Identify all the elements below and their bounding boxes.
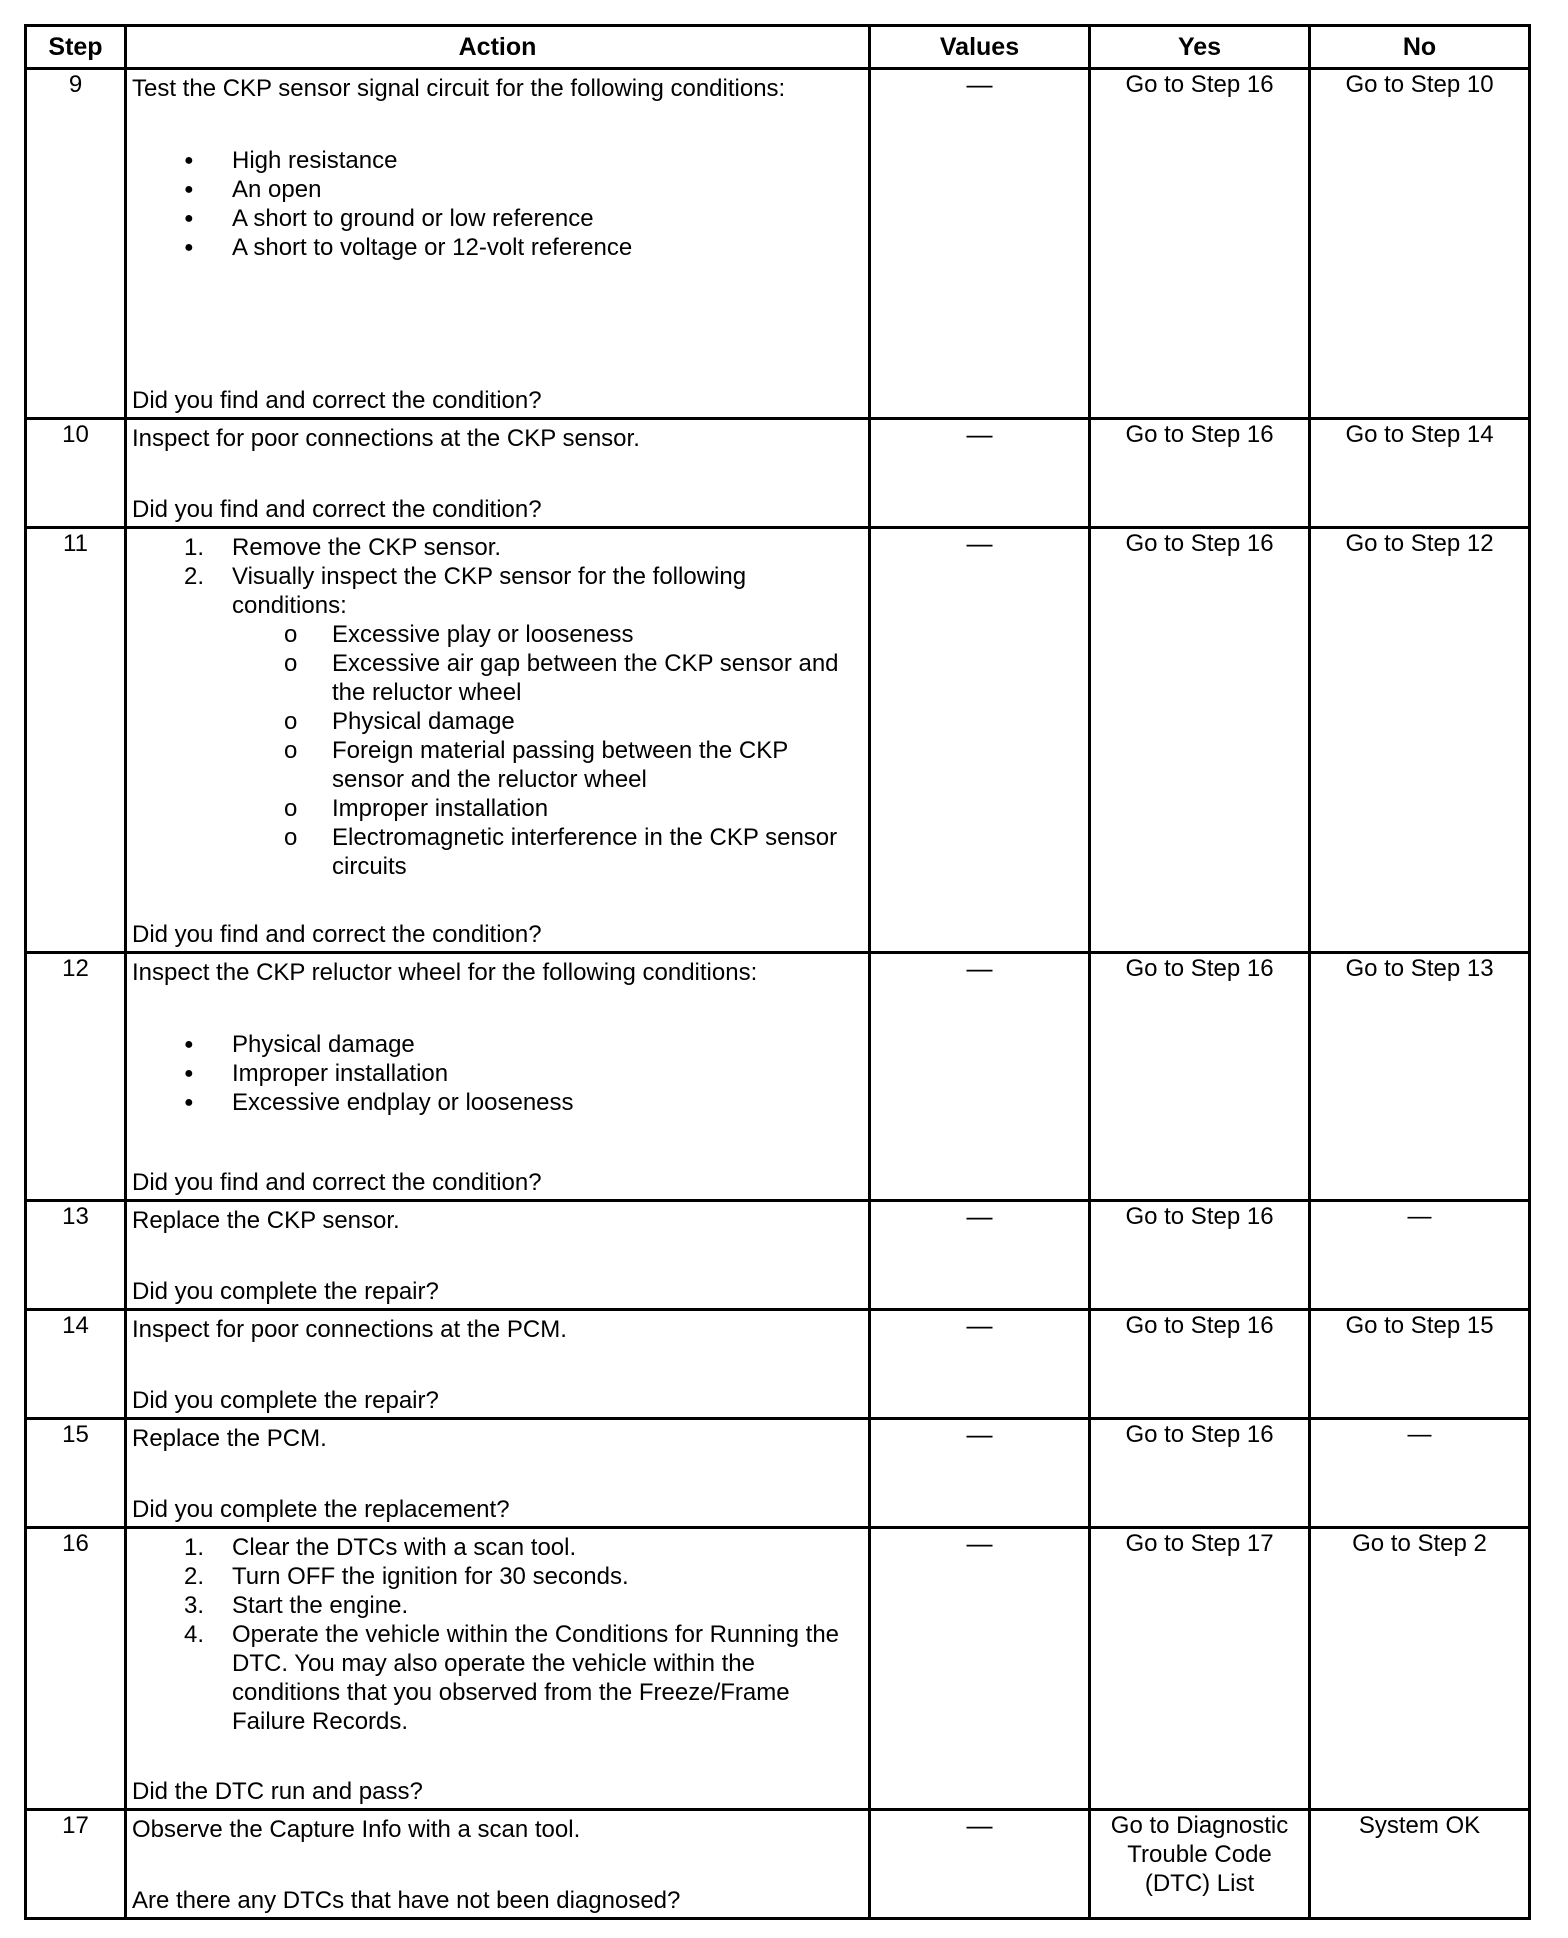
list-number: 4. [184,1621,205,1648]
step-number: 9 [26,69,126,419]
header-values: Values [870,26,1090,69]
list-item: ● An open [132,175,864,204]
no-cell: Go to Step 10 [1310,69,1530,419]
action-cell [126,528,870,953]
list-text: Start the engine. [232,1592,409,1619]
list-item: ● Excessive endplay or looseness [132,1088,864,1117]
yes-cell: Go to Step 16 [1090,528,1310,953]
no-cell: — [1310,1201,1530,1310]
condition-list [132,1030,864,1117]
action-cell [126,1810,870,1919]
no-cell: Go to Step 2 [1310,1528,1530,1810]
action-cell [126,1419,870,1528]
action-question: Did you find and correct the condition? [132,387,542,414]
list-item [132,1562,864,1591]
sub-list-item: o Excessive play or looseness [232,620,864,649]
yes-cell: Go to Step 16 [1090,1310,1310,1419]
table-row [26,953,1530,1201]
action-question: Did you complete the repair? [132,1387,439,1414]
table-row [26,1528,1530,1810]
table-row [26,1419,1530,1528]
table-row [26,1310,1530,1419]
action-intro: Replace the CKP sensor. [132,1207,400,1234]
list-item: ● A short to voltage or 12-volt reference [132,233,864,262]
values-cell: — [870,1201,1090,1310]
sub-list-item: o Improper installation [232,794,864,823]
values-cell: — [870,1810,1090,1919]
list-text: Operate the vehicle within the Conditions for Running the DTC. You may also operate the vehicle within the conditions that you observed from the Freeze/Frame Failure Records. [232,1621,840,1735]
list-item: ● Improper installation [132,1059,864,1088]
header-action: Action [126,26,870,69]
yes-cell: Go to Step 16 [1090,419,1310,528]
header-no: No [1310,26,1530,69]
no-cell: Go to Step 15 [1310,1310,1530,1419]
table-row [26,528,1530,953]
list-text: Clear the DTCs with a scan tool. [232,1534,577,1561]
sub-list-item: o Excessive air gap between the CKP sensor and the reluctor wheel [232,649,864,707]
sub-list-item: o Physical damage [232,707,864,736]
step-number: 11 [26,528,126,953]
sub-list-item: o Electromagnetic interference in the CKP sensor circuits [232,823,864,881]
yes-cell: Go to Diagnostic Trouble Code (DTC) List [1090,1810,1310,1919]
list-number: 1. [184,534,205,561]
yes-cell: Go to Step 16 [1090,1201,1310,1310]
header-row [26,26,1530,69]
action-intro: Inspect for poor connections at the PCM. [132,1316,567,1343]
action-cell [126,1528,870,1810]
yes-cell: Go to Step 16 [1090,1419,1310,1528]
list-number: 1. [184,1534,205,1561]
values-cell: — [870,528,1090,953]
yes-cell: Go to Step 16 [1090,69,1310,419]
list-item [132,1620,864,1736]
list-text: Remove the CKP sensor. [232,534,502,561]
yes-cell: Go to Step 16 [1090,953,1310,1201]
values-cell: — [870,1310,1090,1419]
list-text: Visually inspect the CKP sensor for the following conditions: [232,563,747,619]
no-cell: Go to Step 13 [1310,953,1530,1201]
values-cell: — [870,419,1090,528]
diagnostic-table [24,24,1531,1920]
list-item: ● High resistance [132,146,864,175]
list-item: ● Physical damage [132,1030,864,1059]
header-step: Step [26,26,126,69]
procedure-list [132,533,864,881]
step-number: 14 [26,1310,126,1419]
action-question: Did the DTC run and pass? [132,1778,423,1805]
action-intro: Observe the Capture Info with a scan tool. [132,1816,581,1843]
no-cell: — [1310,1419,1530,1528]
action-intro: Test the CKP sensor signal circuit for the following conditions: [132,75,786,102]
list-item [132,533,864,562]
yes-cell: Go to Step 17 [1090,1528,1310,1810]
no-cell: Go to Step 12 [1310,528,1530,953]
action-question: Did you complete the repair? [132,1278,439,1305]
table-row [26,1201,1530,1310]
step-number: 13 [26,1201,126,1310]
action-intro: Inspect the CKP reluctor wheel for the following conditions: [132,959,758,986]
list-item [132,1591,864,1620]
table-row [26,69,1530,419]
list-number: 3. [184,1592,205,1619]
table-row [26,419,1530,528]
values-cell: — [870,1528,1090,1810]
action-question: Are there any DTCs that have not been diagnosed? [132,1887,681,1914]
action-question: Did you find and correct the condition? [132,921,542,948]
list-number: 2. [184,1563,205,1590]
action-cell [126,419,870,528]
sub-condition-list [232,620,864,881]
list-item [132,1533,864,1562]
action-intro: Replace the PCM. [132,1425,327,1452]
action-cell [126,1310,870,1419]
sub-list-item: o Foreign material passing between the CKP sensor and the reluctor wheel [232,736,864,794]
procedure-list [132,1533,864,1736]
table-row [26,1810,1530,1919]
action-cell [126,1201,870,1310]
values-cell: — [870,953,1090,1201]
action-cell [126,69,870,419]
list-text: Turn OFF the ignition for 30 seconds. [232,1563,629,1590]
action-intro: Inspect for poor connections at the CKP sensor. [132,425,640,452]
header-yes: Yes [1090,26,1310,69]
list-item [132,562,864,881]
action-question: Did you find and correct the condition? [132,496,542,523]
no-cell: Go to Step 14 [1310,419,1530,528]
action-question: Did you complete the replacement? [132,1496,510,1523]
list-number: 2. [184,563,205,590]
step-number: 17 [26,1810,126,1919]
values-cell: — [870,1419,1090,1528]
step-number: 12 [26,953,126,1201]
condition-list [132,146,864,262]
step-number: 10 [26,419,126,528]
list-item: ● A short to ground or low reference [132,204,864,233]
values-cell: — [870,69,1090,419]
step-number: 15 [26,1419,126,1528]
no-cell: System OK [1310,1810,1530,1919]
step-number: 16 [26,1528,126,1810]
action-question: Did you find and correct the condition? [132,1169,542,1196]
action-cell [126,953,870,1201]
